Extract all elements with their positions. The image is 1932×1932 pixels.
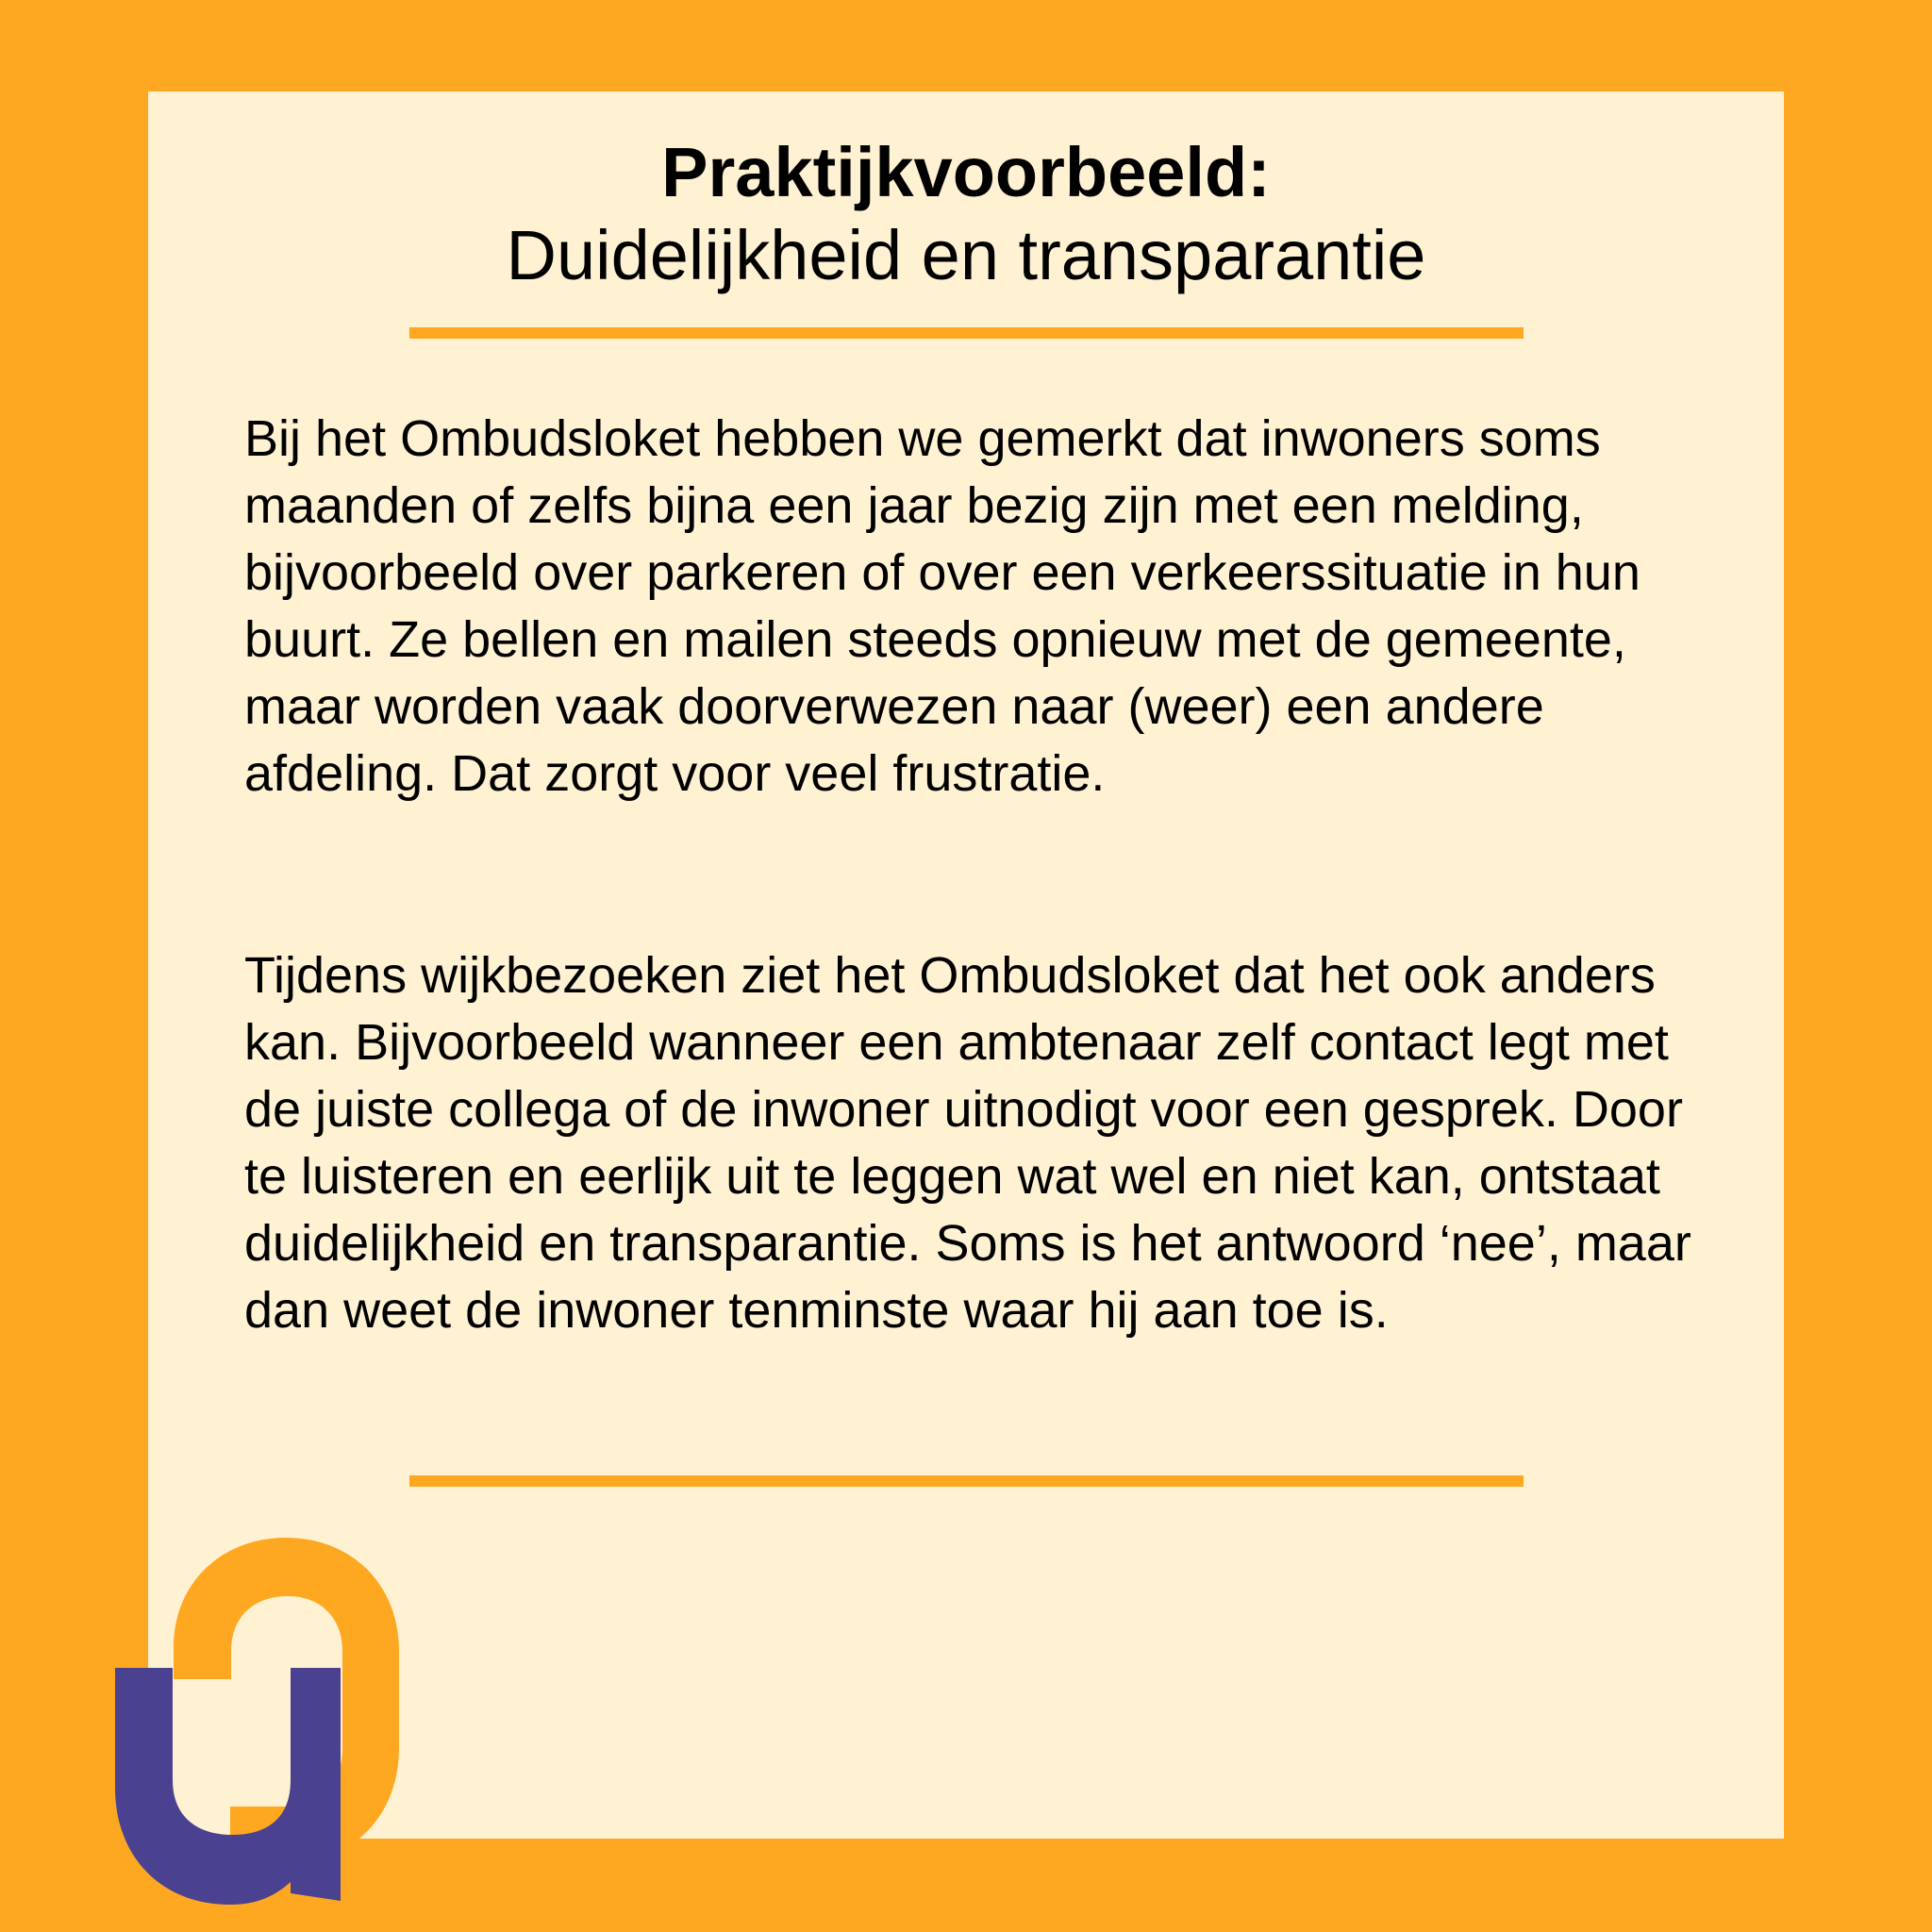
paragraph-1: Bij het Ombudsloket hebben we gemerkt dat inwoners soms maanden of zelfs bijna een jaar bezig zijn met een melding, bijvoorbeeld over parkeren of over een verkeerssituatie in hun buurt. Ze bellen en mailen steeds opnieuw met de gemeente, maar worden vaak doorverwezen naar (weer) een andere afdeling. Dat zorgt voor veel frustratie.	[244, 410, 1641, 802]
ombudsloket-logo-icon	[111, 1533, 404, 1910]
page-title: Praktijkvoorbeeld:	[661, 133, 1271, 211]
top-divider	[409, 327, 1524, 339]
bottom-divider	[409, 1475, 1524, 1487]
paragraph-2: Tijdens wijkbezoeken ziet het Ombudsloket dat het ook anders kan. Bijvoorbeeld wanneer een ambtenaar zelf contact legt met de juiste collega of de inwoner uitnodigt voor een gesprek. Door te luisteren en eerlijk uit te leggen wat wel en niet kan, ontstaat duidelijkheid en transparantie. Soms is het antwoord ‘nee’, maar dan weet de inwoner tenminste waar hij aan toe is.	[244, 947, 1691, 1339]
page-subtitle: Duidelijkheid en transparantie	[506, 216, 1426, 294]
logo-purple-u	[115, 1668, 341, 1905]
